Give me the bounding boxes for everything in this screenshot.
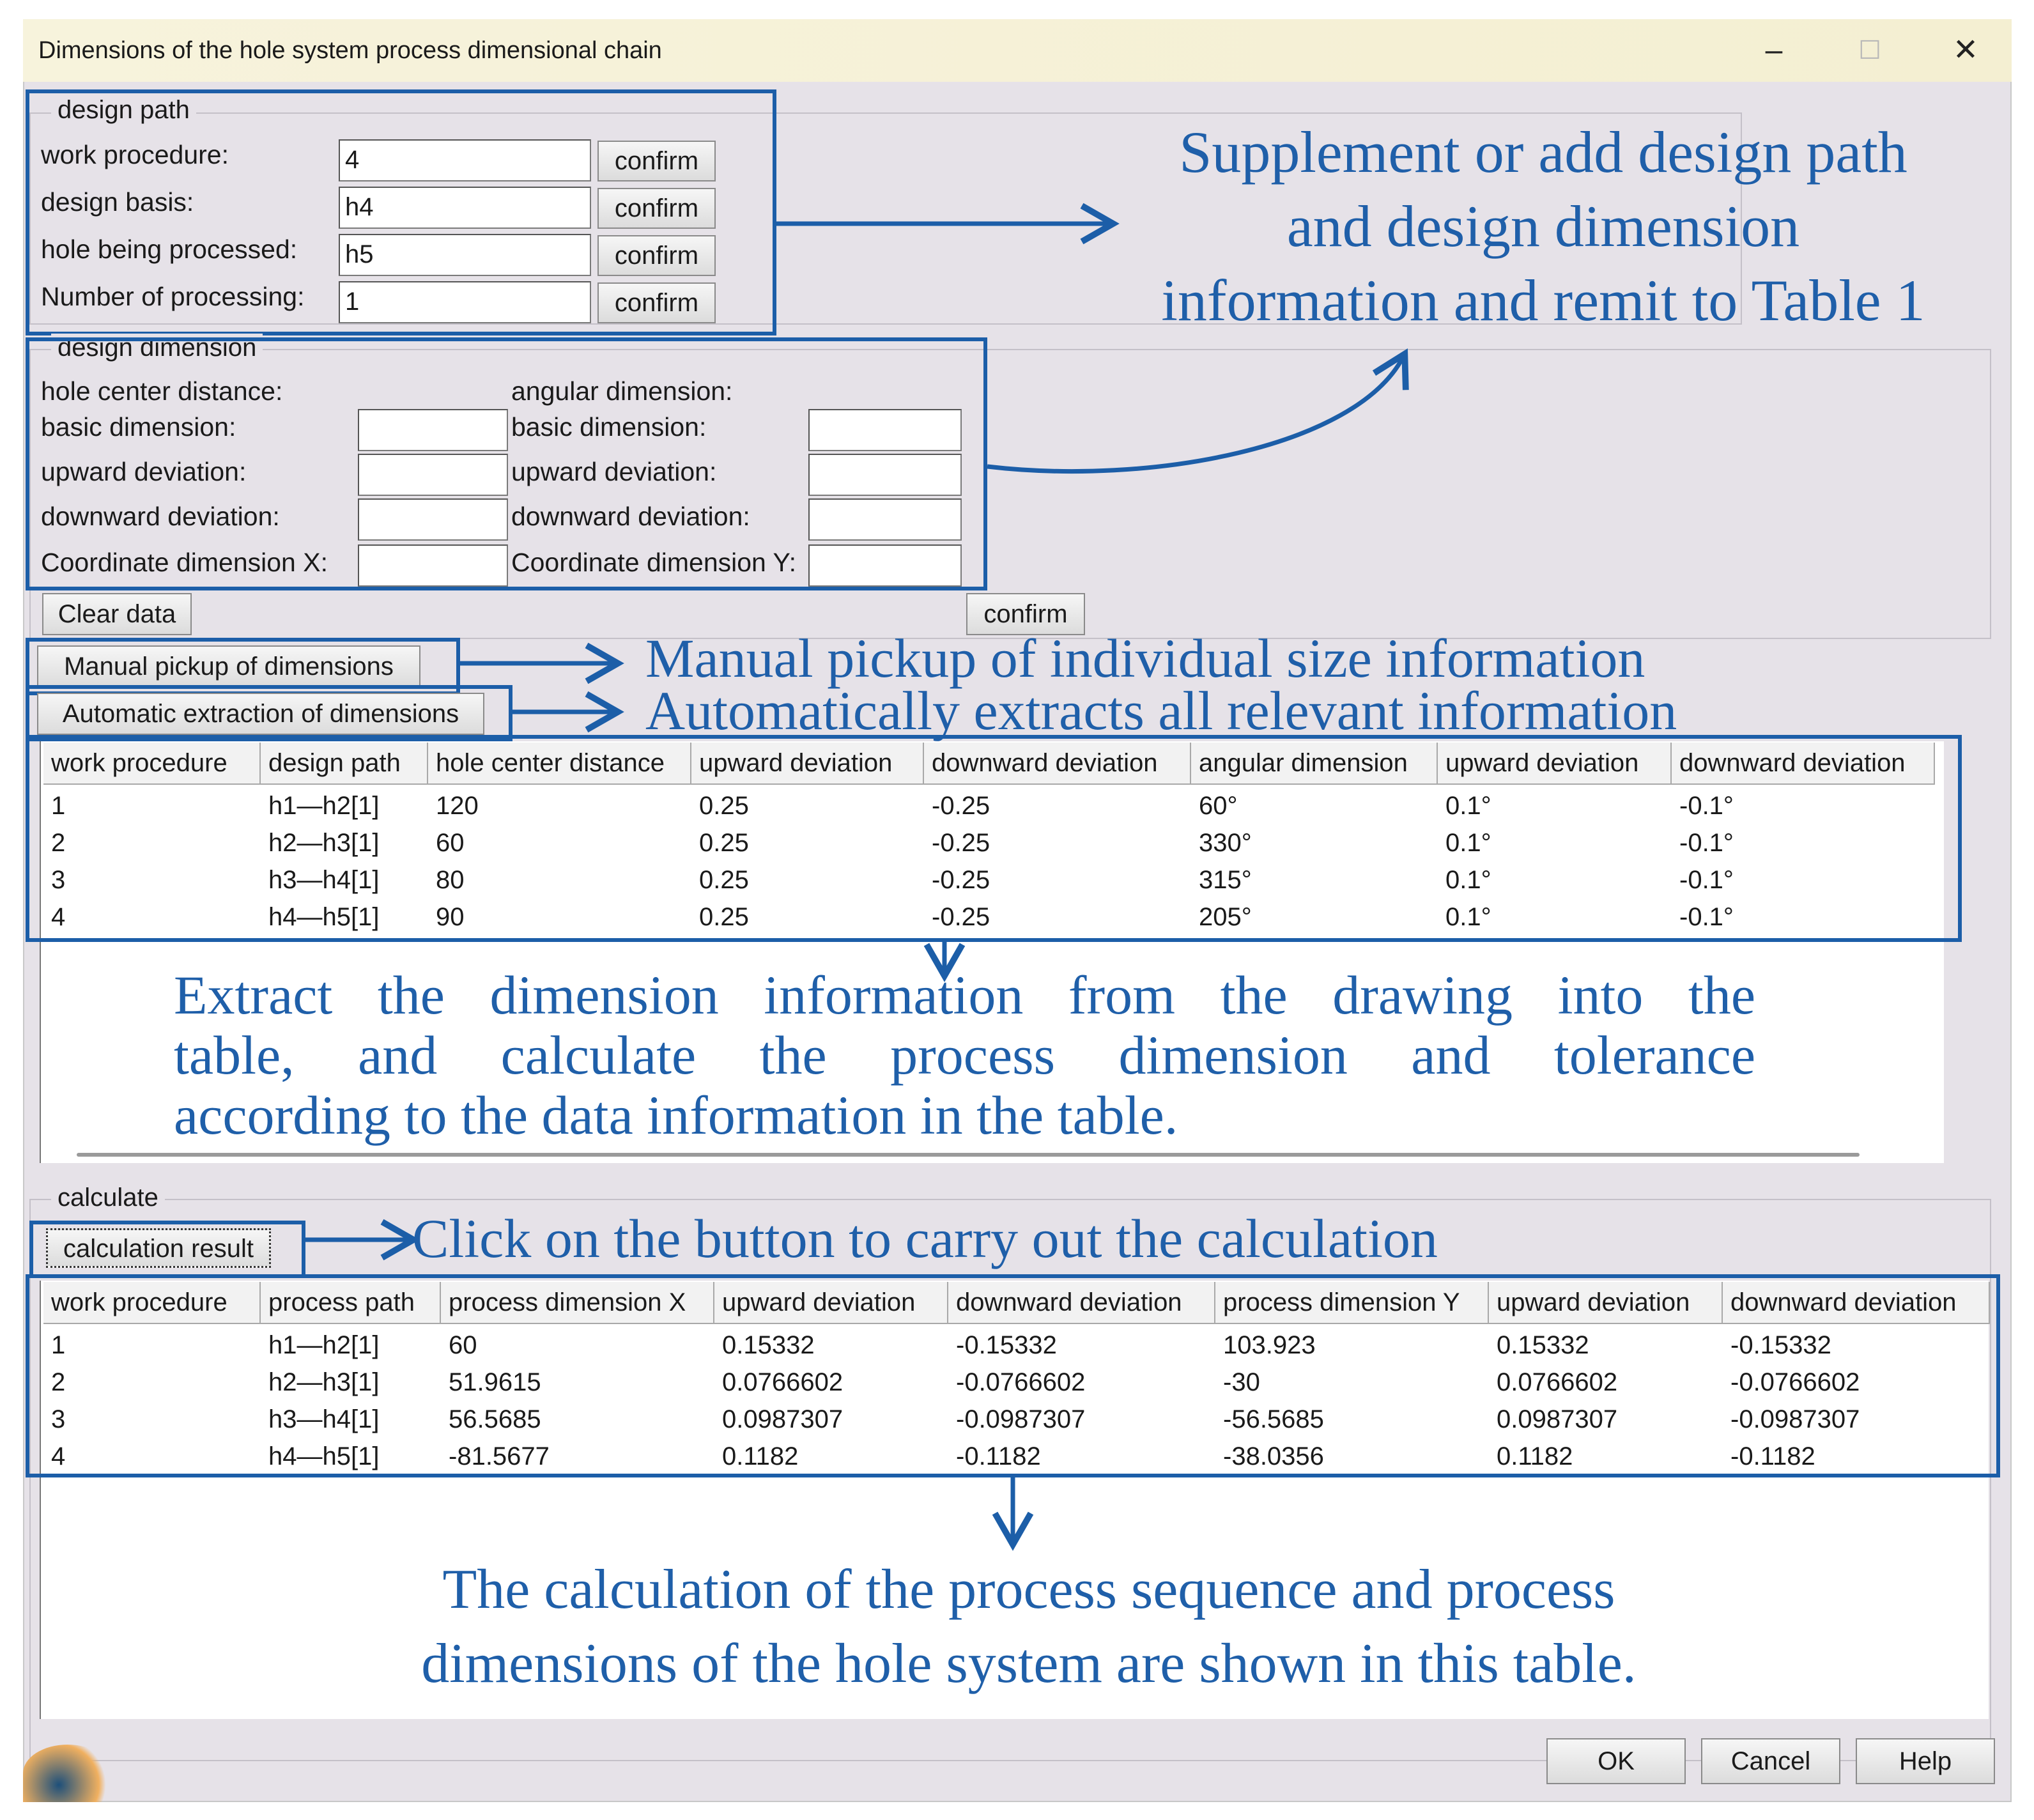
- design-path-note-line: and design dimension: [1286, 194, 1800, 259]
- table-cell: 0.25: [699, 903, 749, 931]
- table-cell: 3: [51, 1405, 66, 1433]
- table-cell: -38.0356: [1223, 1442, 1324, 1470]
- table-cell: 0.25: [699, 866, 749, 894]
- table1-note-line: Extract the dimension information from the drawing into the: [174, 964, 1755, 1026]
- maximize-icon[interactable]: ☐: [1858, 36, 1881, 65]
- table1-note-line: according to the data information in the table.: [174, 1084, 1178, 1146]
- table-cell: 0.1°: [1445, 829, 1491, 857]
- table-cell: 0.0987307: [722, 1405, 844, 1433]
- table-cell: 90: [436, 903, 465, 931]
- manual-pickup-button[interactable]: Manual pickup of dimensions: [37, 645, 420, 688]
- table-cell: h2—h3[1]: [268, 829, 380, 857]
- table-cell: -0.15332: [956, 1331, 1057, 1359]
- column-header[interactable]: work procedure: [43, 1282, 261, 1324]
- calculate-group-title: calculate: [51, 1184, 165, 1212]
- table-cell: h4—h5[1]: [268, 903, 380, 931]
- column-header[interactable]: process path: [261, 1282, 441, 1324]
- table-cell: -0.25: [932, 792, 990, 820]
- hole-being-processed-label: hole being processed:: [41, 235, 298, 264]
- hole-upward-deviation-label: upward deviation:: [41, 457, 247, 486]
- table1-annotation: [174, 965, 1755, 1145]
- table2-annotation: [300, 1553, 1757, 1701]
- confirm-design-basis-button[interactable]: confirm: [597, 188, 716, 229]
- hole-center-distance-heading: hole center distance:: [41, 376, 283, 406]
- calculation-result-button[interactable]: calculation result: [46, 1228, 271, 1268]
- table-cell: 2: [51, 829, 66, 857]
- table-cell: -0.1°: [1679, 903, 1734, 931]
- table-cell: -0.25: [932, 829, 990, 857]
- table-cell: 0.1°: [1445, 792, 1491, 820]
- table2-note-line: The calculation of the process sequence and process: [442, 1559, 1615, 1621]
- design-dimension-group-title: design dimension: [51, 334, 263, 362]
- table-cell: 0.0766602: [1497, 1368, 1618, 1396]
- table-cell: h4—h5[1]: [268, 1442, 380, 1470]
- table-cell: 205°: [1199, 903, 1252, 931]
- column-header[interactable]: upward deviation: [1438, 743, 1672, 785]
- work-procedure-label: work procedure:: [41, 140, 229, 169]
- table-cell: -30: [1223, 1368, 1260, 1396]
- table-cell: 0.25: [699, 829, 749, 857]
- table-cell: 1: [51, 792, 66, 820]
- table-cell: 0.25: [699, 792, 749, 820]
- column-header[interactable]: upward deviation: [691, 743, 924, 785]
- angle-upward-deviation-label: upward deviation:: [511, 457, 717, 486]
- table-cell: 103.923: [1223, 1331, 1316, 1359]
- coordinate-y-label: Coordinate dimension Y:: [511, 548, 796, 577]
- table1-note-line: table, and calculate the process dimension and tolerance: [174, 1024, 1755, 1086]
- column-header[interactable]: downward deviation: [1723, 1282, 1990, 1324]
- table-cell: 60°: [1199, 792, 1238, 820]
- help-button[interactable]: Help: [1856, 1738, 1995, 1784]
- number-of-processing-label: Number of processing:: [41, 282, 305, 311]
- table-cell: 0.1182: [722, 1442, 799, 1470]
- confirm-number-button[interactable]: confirm: [597, 282, 716, 323]
- design-basis-label: design basis:: [41, 187, 194, 217]
- table-cell: 56.5685: [449, 1405, 541, 1433]
- table-cell: 80: [436, 866, 465, 894]
- design-dimension-arrow: [987, 358, 1403, 472]
- table-cell: 330°: [1199, 829, 1252, 857]
- calculation-annotation: Click on the button to carry out the calculation: [412, 1208, 1438, 1269]
- table-cell: 1: [51, 1331, 66, 1359]
- table-cell: 4: [51, 1442, 66, 1470]
- table-cell: 60: [449, 1331, 477, 1359]
- cancel-button[interactable]: Cancel: [1701, 1738, 1840, 1784]
- table-cell: 0.1182: [1497, 1442, 1573, 1470]
- design-path-annotation: [1144, 115, 1943, 337]
- table-cell: -0.1°: [1679, 829, 1734, 857]
- column-header[interactable]: downward deviation: [924, 743, 1191, 785]
- table-cell: h3—h4[1]: [268, 866, 380, 894]
- column-header[interactable]: process dimension X: [441, 1282, 714, 1324]
- angular-dimension-heading: angular dimension:: [511, 376, 733, 406]
- column-header[interactable]: work procedure: [43, 743, 261, 785]
- table-cell: h1—h2[1]: [268, 792, 380, 820]
- auto-extract-button[interactable]: Automatic extraction of dimensions: [37, 693, 484, 735]
- column-header[interactable]: process dimension Y: [1215, 1282, 1489, 1324]
- table-cell: h2—h3[1]: [268, 1368, 380, 1396]
- design-basis-input[interactable]: h4: [339, 187, 591, 229]
- table-cell: 4: [51, 903, 66, 931]
- design-path-note-line: Supplement or add design path: [1179, 120, 1907, 185]
- table-cell: 51.9615: [449, 1368, 541, 1396]
- table-cell: 0.0987307: [1497, 1405, 1618, 1433]
- confirm-hole-button[interactable]: confirm: [597, 235, 716, 276]
- table2-note-line: dimensions of the hole system are shown in this table.: [421, 1633, 1637, 1695]
- table-cell: -0.1°: [1679, 866, 1734, 894]
- number-of-processing-input[interactable]: 1: [339, 281, 591, 323]
- table-cell: -0.25: [932, 866, 990, 894]
- angle-basic-dimension-label: basic dimension:: [511, 412, 707, 442]
- window-title: Dimensions of the hole system process dimensional chain: [38, 37, 662, 64]
- hole-basic-dimension-label: basic dimension:: [41, 412, 236, 442]
- table-cell: -81.5677: [449, 1442, 550, 1470]
- column-header[interactable]: design path: [261, 743, 428, 785]
- table-cell: h1—h2[1]: [268, 1331, 380, 1359]
- minimize-icon[interactable]: –: [1765, 33, 1783, 67]
- table-cell: 0.0766602: [722, 1368, 844, 1396]
- hole-being-processed-input[interactable]: h5: [339, 234, 591, 276]
- table-cell: 120: [436, 792, 479, 820]
- coordinate-x-label: Coordinate dimension X:: [41, 548, 328, 577]
- table-cell: 60: [436, 829, 465, 857]
- table-cell: 0.1°: [1445, 903, 1491, 931]
- table-cell: 0.1°: [1445, 866, 1491, 894]
- confirm-dimension-button[interactable]: confirm: [966, 593, 1085, 635]
- ok-button[interactable]: OK: [1546, 1738, 1686, 1784]
- table-cell: -0.1182: [1730, 1442, 1815, 1470]
- column-header[interactable]: upward deviation: [714, 1282, 948, 1324]
- table-cell: h3—h4[1]: [268, 1405, 380, 1433]
- angle-downward-deviation-label: downward deviation:: [511, 502, 750, 531]
- table-cell: -0.1°: [1679, 792, 1734, 820]
- column-header[interactable]: hole center distance: [428, 743, 691, 785]
- close-icon[interactable]: ✕: [1952, 33, 1979, 67]
- auto-extract-annotation: Automatically extracts all relevant information: [645, 680, 1677, 741]
- column-header[interactable]: downward deviation: [948, 1282, 1215, 1324]
- clear-data-button[interactable]: Clear data: [42, 593, 192, 635]
- table-cell: 0.15332: [722, 1331, 815, 1359]
- table-cell: 0.15332: [1497, 1331, 1589, 1359]
- table-cell: -0.0987307: [1730, 1405, 1860, 1433]
- table-cell: -0.0766602: [1730, 1368, 1860, 1396]
- hole-downward-deviation-label: downward deviation:: [41, 502, 280, 531]
- table-cell: -0.1182: [956, 1442, 1041, 1470]
- table-cell: 2: [51, 1368, 66, 1396]
- table-cell: -0.0766602: [956, 1368, 1086, 1396]
- design-path-group-title: design path: [51, 96, 196, 125]
- table-cell: 3: [51, 866, 66, 894]
- confirm-work-procedure-button[interactable]: confirm: [597, 141, 716, 181]
- column-header[interactable]: upward deviation: [1489, 1282, 1723, 1324]
- design-path-note-line: information and remit to Table 1: [1161, 268, 1925, 333]
- table-cell: -0.15332: [1730, 1331, 1831, 1359]
- table-cell: -0.0987307: [956, 1405, 1086, 1433]
- work-procedure-input[interactable]: 4: [339, 139, 591, 181]
- column-header[interactable]: angular dimension: [1191, 743, 1438, 785]
- table-cell: -0.25: [932, 903, 990, 931]
- table-cell: 315°: [1199, 866, 1252, 894]
- table-cell: -56.5685: [1223, 1405, 1324, 1433]
- column-header[interactable]: downward deviation: [1672, 743, 1935, 785]
- manual-pickup-annotation: Manual pickup of individual size information: [645, 628, 1645, 689]
